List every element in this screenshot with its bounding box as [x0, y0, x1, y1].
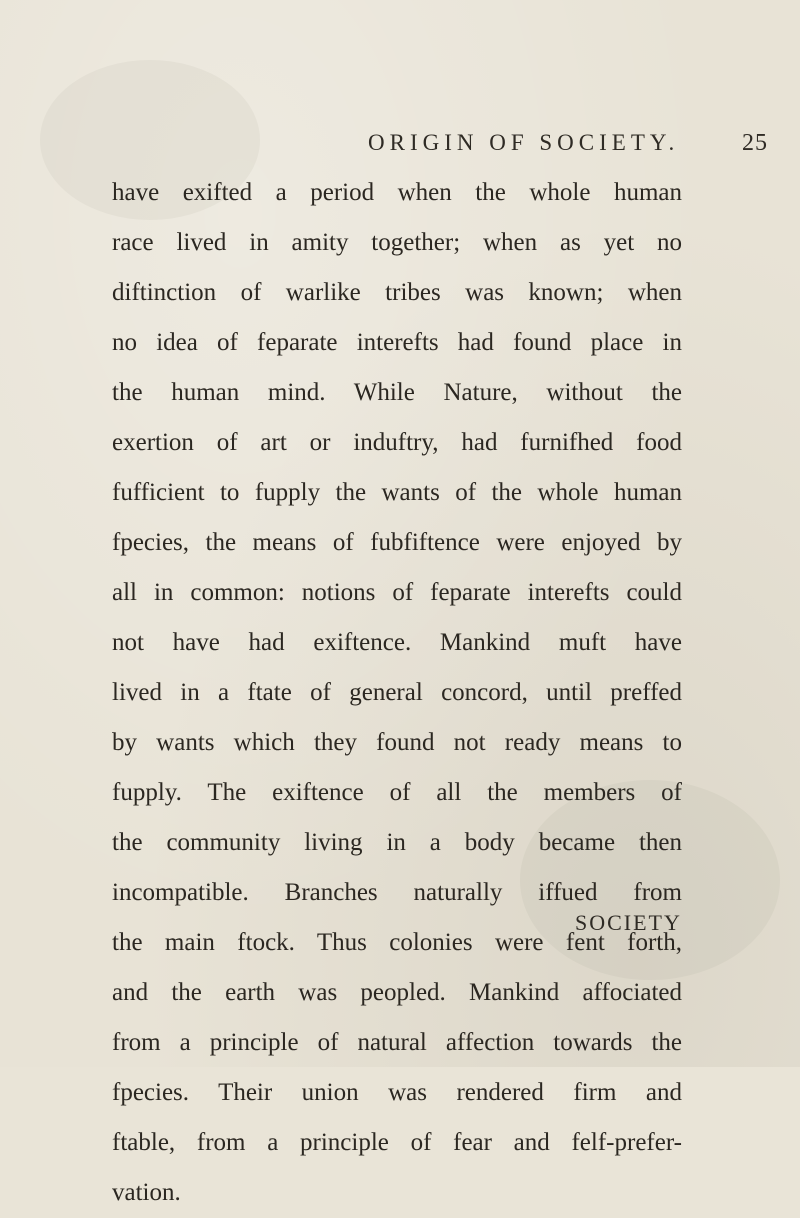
text-line: the community living in a body became then	[112, 829, 682, 856]
text-line: the main ftock. Thus colonies were fent forth,	[112, 929, 682, 956]
text-line: race lived in amity together; when as yet no	[112, 229, 682, 256]
text-line: all in common: notions of feparate interefts could	[112, 579, 682, 606]
text-line: from a principle of natural affection towards the	[112, 1029, 682, 1056]
body-text	[112, 168, 682, 1218]
page-number: 25	[742, 130, 768, 156]
text-line: no idea of feparate interefts had found place in	[112, 329, 682, 356]
catchword: SOCIETY	[575, 910, 682, 935]
text-line: not have had exiftence. Mankind muft have	[112, 629, 682, 656]
text-line: by wants which they found not ready means to	[112, 729, 682, 756]
running-head-title: ORIGIN OF SOCIETY.	[368, 130, 680, 155]
text-line: ftable, from a principle of fear and felf-prefer-	[112, 1129, 682, 1156]
text-line: fpecies. Their union was rendered firm and	[112, 1079, 682, 1106]
text-line: and the earth was peopled. Mankind affociated	[112, 979, 682, 1006]
text-line: fpecies, the means of fubfiftence were enjoyed by	[112, 529, 682, 556]
text-line: fufficient to fupply the wants of the whole human	[112, 479, 682, 506]
text-line: vation.	[112, 1179, 181, 1206]
text-line: the human mind. While Nature, without the	[112, 379, 682, 406]
text-line: exertion of art or induftry, had furnifhed food	[112, 429, 682, 456]
text-line: incompatible. Branches naturally iffued from	[112, 879, 682, 906]
text-line: fupply. The exiftence of all the members of	[112, 779, 682, 806]
text-line: lived in a ftate of general concord, until preffed	[112, 679, 682, 706]
text-line: have exifted a period when the whole human	[112, 179, 682, 206]
running-head	[368, 130, 768, 156]
text-line: diftinction of warlike tribes was known; when	[112, 279, 682, 306]
